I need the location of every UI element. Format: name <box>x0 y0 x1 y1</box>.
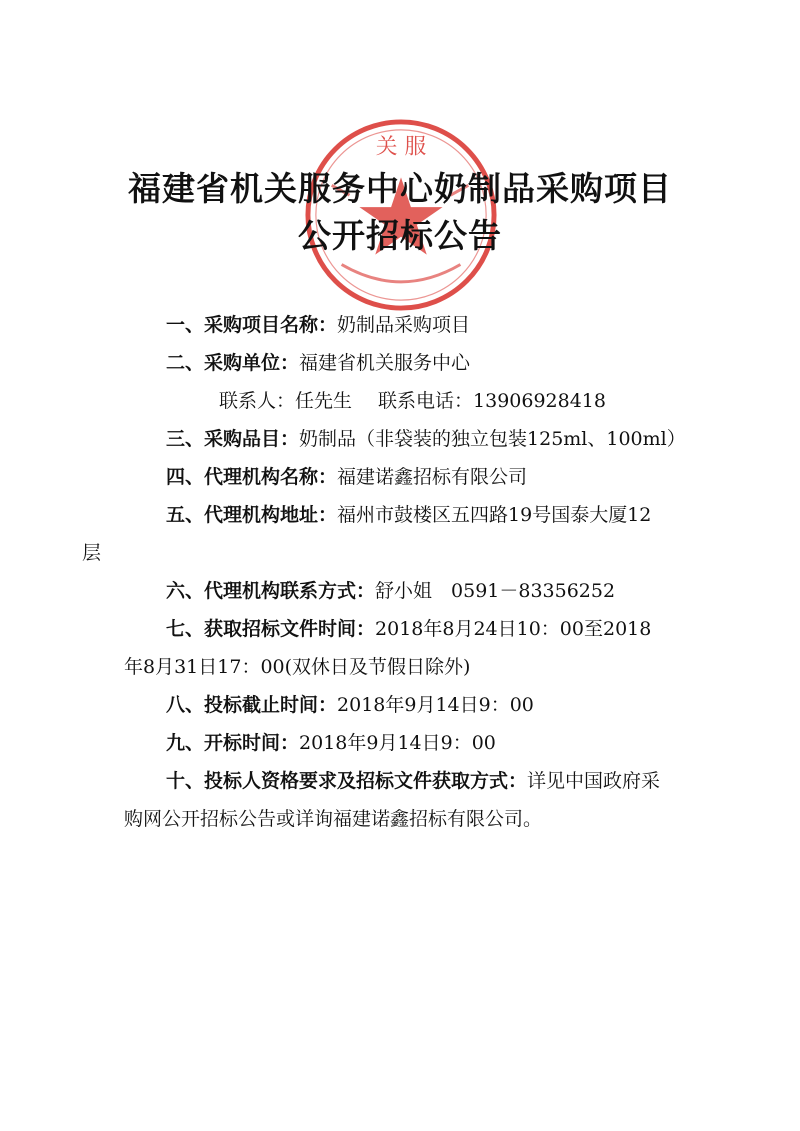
contact-phone: 联系电话：13906928418 <box>378 390 606 412</box>
document-title-line1: 福建省机关服务中心奶制品采购项目 <box>128 169 672 208</box>
item-key: 九、开标时间： <box>166 732 300 754</box>
item-qualification <box>124 762 669 838</box>
contact-person: 联系人：任先生 <box>219 390 353 412</box>
item-value: 详见中国政府采购网公开招标公告或详询福建诺鑫招标有限公司。 <box>124 770 661 830</box>
item-value: 舒小姐 0591－83356252 <box>375 580 616 602</box>
item-opening <box>124 724 669 762</box>
item-key: 二、采购单位： <box>166 352 300 374</box>
announcement-body <box>82 306 686 838</box>
item-value: 奶制品（非袋装的独立包装125ml、100ml） <box>299 428 686 450</box>
item-value: 2018年9月14日9：00 <box>299 732 496 754</box>
item-key: 一、采购项目名称： <box>166 314 338 336</box>
seal-text: 关 服 <box>375 134 427 160</box>
item-value: 奶制品采购项目 <box>337 314 471 336</box>
item-value: 2018年9月14日9：00 <box>337 694 534 716</box>
item-buyer-contact <box>124 382 669 420</box>
item-agency-name <box>124 458 669 496</box>
item-key: 六、代理机构联系方式： <box>166 580 376 602</box>
item-key: 八、投标截止时间： <box>166 694 338 716</box>
item-value: 福州市鼓楼区五四路19号国泰大厦12层 <box>82 504 652 564</box>
item-buyer <box>124 344 669 382</box>
document-title-line2: 公开招标公告 <box>298 216 502 255</box>
item-value: 福建诺鑫招标有限公司 <box>337 466 528 488</box>
item-agency-contact <box>124 572 669 610</box>
item-value: 福建省机关服务中心 <box>299 352 471 374</box>
item-key: 四、代理机构名称： <box>166 466 338 488</box>
item-key: 七、获取招标文件时间： <box>166 618 376 640</box>
item-key: 十、投标人资格要求及招标文件获取方式： <box>166 770 528 792</box>
item-key: 三、采购品目： <box>166 428 300 450</box>
item-deadline <box>124 686 669 724</box>
item-goods <box>124 420 686 458</box>
item-project-name <box>124 306 669 344</box>
item-agency-address <box>82 496 669 572</box>
item-value: 2018年8月24日10：00至2018年8月31日17：00(双休日及节假日除外) <box>124 618 652 678</box>
item-key: 五、代理机构地址： <box>166 504 338 526</box>
item-docs-time <box>124 610 669 686</box>
